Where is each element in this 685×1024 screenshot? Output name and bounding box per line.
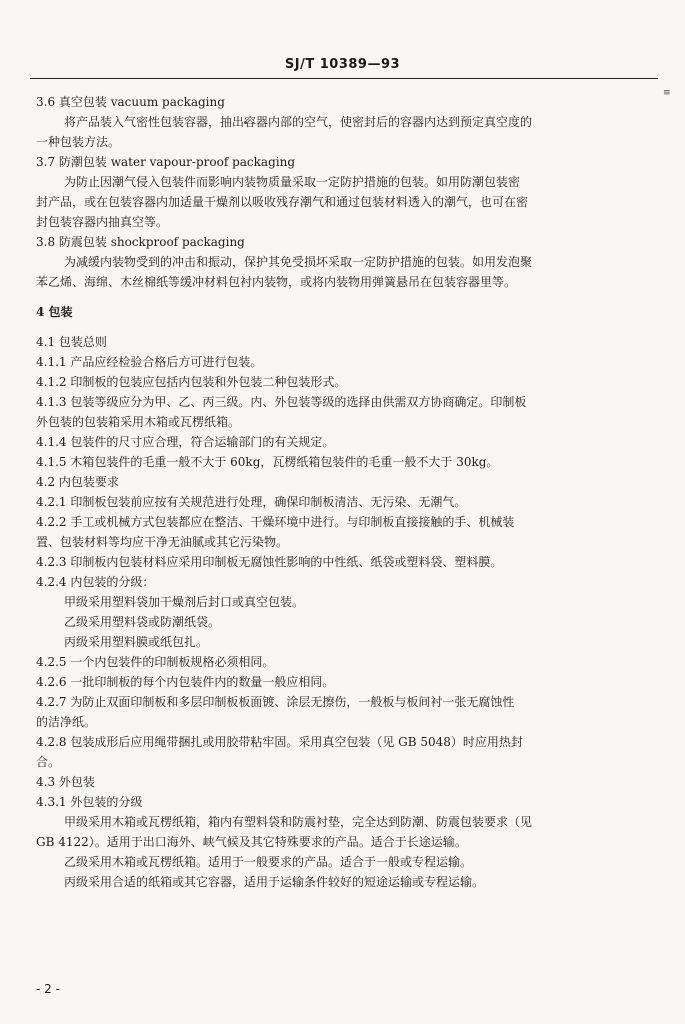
- text-line: 4.1.2 印制板的包装应包括内包装和外包装二种包装形式。: [36, 375, 347, 389]
- text-line: 乙级采用塑料袋或防潮纸袋。: [64, 615, 221, 629]
- text-line: 合。: [36, 755, 61, 769]
- text-line: 丙级采用塑料膜或纸包扎。: [64, 635, 209, 649]
- text-line: 4.1.1 产品应经检验合格后方可进行包装。: [36, 355, 263, 369]
- text-line: 4.2.2 手工或机械方式包装都应在整洁、干燥环境中进行。与印制板直接接触的手、机械装: [36, 515, 515, 529]
- text-line: 为减缓内装物受到的冲击和振动，保护其免受损坏采取一定防护措施的包装。如用发泡聚: [64, 255, 533, 269]
- text-line: 丙级采用合适的纸箱或其它容器，适用于运输条件较好的短途运输或专程运输。: [64, 875, 485, 889]
- text-line: 4.1.4 包装件的尺寸应合理，符合运输部门的有关规定。: [36, 435, 335, 449]
- text-line: 4.1.5 木箱包装件的毛重一般不大于 60kg，瓦楞纸箱包装件的毛重一般不大于 30kg。: [36, 455, 499, 469]
- text-line: 一种包装方法。: [36, 135, 121, 149]
- text-line: 4.2.8 包装成形后应用绳带捆扎或用胶带粘牢固。采用真空包装（见 GB 5048）时应用热封: [36, 735, 523, 749]
- page-number: - 2 -: [36, 982, 60, 996]
- text-line: 的洁净纸。: [36, 715, 97, 729]
- text-line: 4.2.1 印制板包装前应按有关规范进行处理，确保印制板清洁、无污染、无潮气。: [36, 495, 467, 509]
- text-line: 4.2.5 一个内包装件的印制板规格必须相同。: [36, 655, 275, 669]
- text-line: GB 4122）。适用于出口海外、峡气候及其它特殊要求的产品。适合于长途运输。: [36, 835, 467, 849]
- text-line: 4.2.6 一批印制板的每个内包装件内的数量一般应相同。: [36, 675, 335, 689]
- text-line: 甲级采用木箱或瓦楞纸箱，箱内有塑料袋和防震衬垫，完全达到防潮、防震包装要求（见: [64, 815, 533, 829]
- section-heading: 4 包装: [36, 305, 73, 319]
- text-line: 封产品，或在包装容器内加适量干燥剂以吸收残存潮气和通过包装材料透入的潮气，也可在密: [36, 195, 529, 209]
- text-line: 4.1.3 包装等级应分为甲、乙、丙三级。内、外包装等级的选择由供需双方协商确定。印制板: [36, 395, 527, 409]
- text-line: 4.2.4 内包装的分级：: [36, 575, 155, 589]
- text-line: 3.6 真空包装 vacuum packaging: [36, 95, 225, 109]
- side-mark: ≡: [663, 88, 671, 98]
- text-line: 置、包装材料等均应干净无油腻或其它污染物。: [36, 535, 289, 549]
- header-rule: [30, 78, 658, 79]
- text-line: 4.2 内包装要求: [36, 475, 119, 489]
- body-text: [36, 92, 646, 892]
- text-line: 4.2.3 印制板内包装材料应采用印制板无腐蚀性影响的中性纸、纸袋或塑料袋、塑料膜。: [36, 555, 503, 569]
- text-line: 3.7 防潮包装 water vapour-proof packaging: [36, 155, 296, 169]
- text-line: 将产品装入气密性包装容器，抽出容器内部的空气，使密封后的容器内达到预定真空度的: [64, 115, 533, 129]
- text-line: 乙级采用木箱或瓦楞纸箱。适用于一般要求的产品。适合于一般或专程运输。: [64, 855, 473, 869]
- text-line: 4.3.1 外包装的分级: [36, 795, 143, 809]
- text-line: 甲级采用塑料袋加干燥剂后封口或真空包装。: [64, 595, 305, 609]
- text-line: 为防止因潮气侵入包装件而影响内装物质量采取一定防护措施的包装。如用防潮包装密: [64, 175, 521, 189]
- text-line: 4.3 外包装: [36, 775, 95, 789]
- text-line: 4.2.7 为防止双面印制板和多层印制板板面镀、涂层无擦伤，一般板与板间衬一张无腐蚀性: [36, 695, 515, 709]
- text-line: 4.1 包装总则: [36, 335, 107, 349]
- text-line: 外包装的包装箱采用木箱或瓦楞纸箱。: [36, 415, 241, 429]
- text-line: 3.8 防震包装 shockproof packaging: [36, 235, 245, 249]
- text-line: 苯乙烯、海绵、木丝棉纸等缓冲材料包衬内装物，或将内装物用弹簧悬吊在包装容器里等。: [36, 275, 517, 289]
- standard-code-header: SJ/T 10389—93: [284, 57, 401, 72]
- text-line: 封包装容器内抽真空等。: [36, 215, 169, 229]
